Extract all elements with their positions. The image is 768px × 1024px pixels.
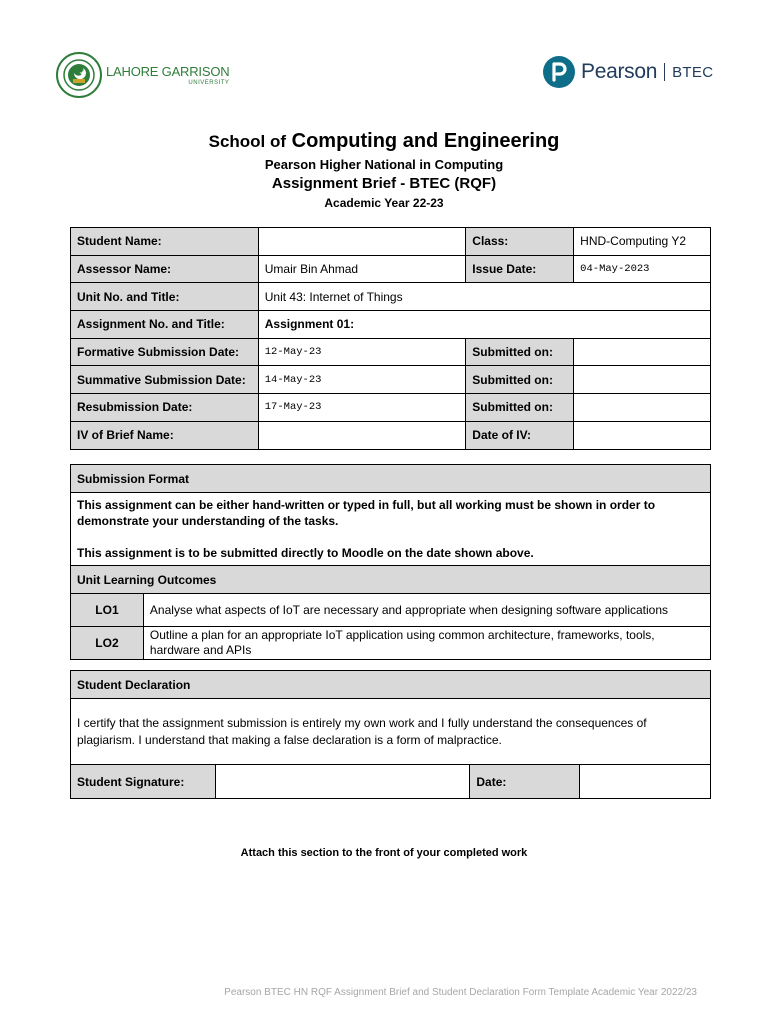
table-row (71, 228, 711, 256)
resubmission-date-label: Resubmission Date: (71, 394, 259, 422)
assessor-value: Umair Bin Ahmad (258, 255, 466, 283)
academic-year: Academic Year 22-23 (324, 196, 444, 210)
lo1-label: LO1 (71, 594, 144, 627)
submitted-on-label: Submitted on: (466, 366, 574, 394)
table-row (71, 255, 711, 283)
submission-format-body (71, 493, 711, 566)
logo-separator (664, 63, 665, 81)
table-row (71, 338, 711, 366)
iv-date-label: Date of IV: (466, 421, 574, 449)
table-row (71, 394, 711, 422)
attach-note: Attach this section to the front of your completed work (240, 847, 528, 859)
assignment-label: Assignment No. and Title: (71, 311, 259, 339)
formative-submitted-field[interactable] (574, 338, 711, 366)
declaration-date-field[interactable] (580, 765, 711, 799)
pearson-btec-logo (543, 56, 713, 88)
student-signature-field[interactable] (215, 765, 470, 799)
table-row (71, 699, 711, 765)
lo2-text: Outline a plan for an appropriate IoT application using common architecture, frameworks, tools, hardware and APIs (143, 627, 710, 660)
student-name-label: Student Name: (71, 228, 259, 256)
student-signature-label: Student Signature: (71, 765, 216, 799)
table-row (71, 566, 711, 594)
summative-date-label: Summative Submission Date: (71, 366, 259, 394)
submission-para-2: This assignment is to be submitted directly to Moodle on the date shown above. (77, 546, 534, 560)
unit-label: Unit No. and Title: (71, 283, 259, 311)
assignment-details-table (70, 227, 711, 450)
table-row (71, 311, 711, 339)
assignment-value: Assignment 01: (258, 311, 710, 339)
summative-submitted-field[interactable] (574, 366, 711, 394)
lgu-seal-icon (56, 52, 102, 98)
issue-date-label: Issue Date: (466, 255, 574, 283)
declaration-date-label: Date: (470, 765, 580, 799)
table-row (71, 421, 711, 449)
table-row (71, 594, 711, 627)
submission-format-header: Submission Format (71, 465, 711, 493)
table-row (71, 465, 711, 493)
school-title (0, 128, 768, 155)
btec-wordmark: BTEC (672, 63, 714, 81)
formative-date-label: Formative Submission Date: (71, 338, 259, 366)
lgu-name: LAHORE GARRISON (106, 63, 230, 79)
school-main: Computing and Engineering (291, 130, 560, 152)
submission-para-1: This assignment can be either hand-written or typed in full, but all working must be shown in order to demonstrate your understanding of the tasks. (77, 498, 656, 528)
table-row (71, 283, 711, 311)
summative-date-value: 14-May-23 (258, 366, 466, 394)
brief-title: Assignment Brief - BTEC (RQF) (271, 175, 497, 192)
lo2-label: LO2 (71, 627, 144, 660)
table-row (71, 493, 711, 566)
lo1-text: Analyse what aspects of IoT are necessary and appropriate when designing software applications (143, 594, 710, 627)
unit-value: Unit 43: Internet of Things (258, 283, 710, 311)
iv-brief-label: IV of Brief Name: (71, 421, 259, 449)
resubmission-submitted-field[interactable] (574, 394, 711, 422)
pearson-wordmark: Pearson (581, 60, 658, 83)
issue-date-value: 04-May-2023 (574, 255, 711, 283)
school-prefix: School of (208, 132, 287, 151)
lgu-logo (56, 52, 229, 98)
submission-format-table (70, 464, 711, 660)
student-name-field[interactable] (258, 228, 466, 256)
class-label: Class: (466, 228, 574, 256)
table-row (71, 627, 711, 660)
iv-date-field[interactable] (574, 421, 711, 449)
iv-brief-field[interactable] (258, 421, 466, 449)
declaration-text: I certify that the assignment submission is entirely my own work and I fully understand the consequences of plagiarism. I understand that making a false declaration is a form of malpractice. (71, 699, 711, 765)
submitted-on-label: Submitted on: (466, 394, 574, 422)
pearson-mark-icon (543, 56, 575, 88)
class-value: HND-Computing Y2 (574, 228, 711, 256)
program-title: Pearson Higher National in Computing (264, 157, 504, 172)
resubmission-date-value: 17-May-23 (258, 394, 466, 422)
formative-date-value: 12-May-23 (258, 338, 466, 366)
declaration-header: Student Declaration (71, 671, 711, 699)
page-footer: Pearson BTEC HN RQF Assignment Brief and Student Declaration Form Template Academic Year 2022/23 (224, 987, 697, 998)
lgu-sub: UNIVERSITY (188, 79, 230, 86)
table-row (71, 671, 711, 699)
submitted-on-label: Submitted on: (466, 338, 574, 366)
assessor-label: Assessor Name: (71, 255, 259, 283)
learning-outcomes-header: Unit Learning Outcomes (71, 566, 711, 594)
table-row (71, 366, 711, 394)
student-declaration-table (70, 670, 711, 799)
document-titles (0, 128, 768, 212)
table-row (71, 765, 711, 799)
